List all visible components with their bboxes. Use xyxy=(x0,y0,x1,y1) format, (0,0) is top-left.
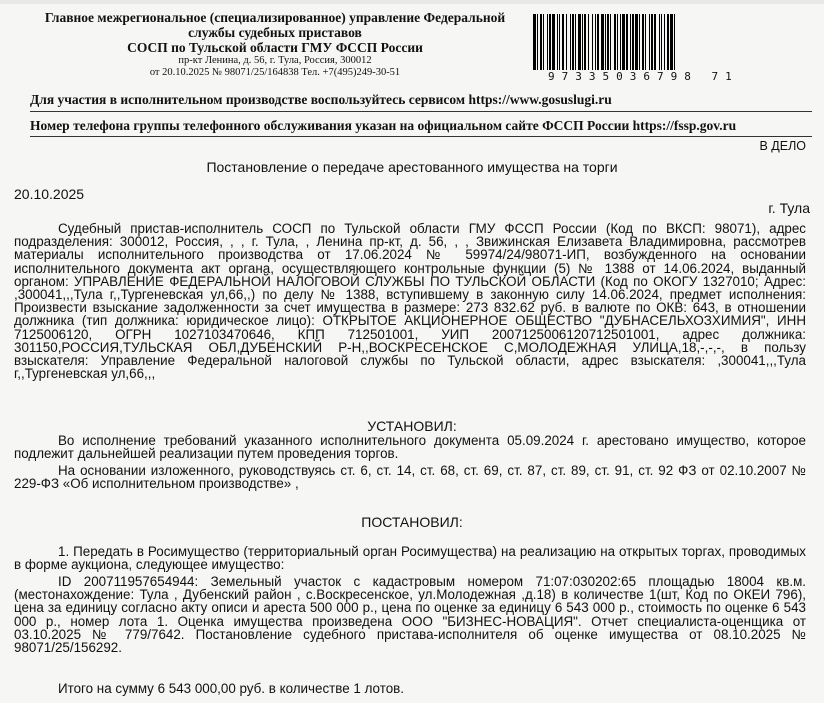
total-summary: Итого на сумму 6 543 000,00 руб. в количестве 1 лотов. xyxy=(58,681,404,696)
heading-resolved: ПОСТАНОВИЛ: xyxy=(361,514,463,530)
barcode-image xyxy=(533,14,809,70)
heading-established: УСТАНОВИЛ: xyxy=(367,418,457,434)
scan-edge xyxy=(0,0,824,4)
issuer-ref: от 20.10.2025 № 98071/25/164838 Тел. +7(495)249-30-51 xyxy=(149,66,401,78)
divider xyxy=(30,136,812,137)
divider xyxy=(30,111,812,112)
phone-notice: Номер телефона группы телефонного обслуживания указан на официальном сайте ФССП России https://fssp.gov.ru xyxy=(30,118,737,133)
issuer-line-1: Главное межрегиональное (специализированное) управление Федеральной xyxy=(44,10,506,25)
document-title: Постановление о передаче арестованного имущества на торги xyxy=(206,159,618,175)
document-date: 20.10.2025 xyxy=(14,186,85,202)
document-city: г. Тула xyxy=(768,200,810,216)
issuer-address: пр-кт Ленина, д. 56, г. Тула, Россия, 300012 xyxy=(178,55,372,66)
issuer-line-3: СОСП по Тульской области ГМУ ФССП России xyxy=(127,40,423,55)
paragraph-legal-basis: На основании изложенного, руководствуясь ст. 6, ст. 14, ст. 68, ст. 69, ст. 87, ст. 89, ст. 91, ст. 92 ФЗ от 02.10.2007 № 229-ФЗ «Об исполнительном производстве» , xyxy=(14,463,806,492)
paragraph-intro: Судебный пристав-исполнитель СОСП по Тульской области ГМУ ФССП России (Код по ВКСП: 98071), адрес подразделения: 300012, Россия, , , г. Тула, , Ленина пр-кт, д. 56, , , Звижинская Елизавета Владимировна, рассмотрев материалы исполнительного производства от 17.06.2024 № 59974/24/98071-ИП, возбужденного на основании исполнительного документа акт органа, осуществляющего контрольные функции (5) № 1388 от 14.06.2024, выданный органом: УПРАВЛЕНИЕ ФЕДЕРАЛЬНОЙ НАЛОГОВОЙ СЛУЖБЫ ПО ТУЛЬСКОЙ ОБЛАСТИ (Код по ОКОГУ 1327010; Адрес: ,300041,,,Тула г,,Тургеневская ул,66,,) по делу № 1388, вступившему в законную силу 14.06.2024, предмет исполнения: Произвести взыскание задолженности за счет имущества в размере: 273 832.62 руб. в валюте по ОКВ: 643, в отношении должника (тип должника: юридическое лицо): ОТКРЫТОЕ АКЦИОНЕРНОЕ ОБЩЕСТВО "ДУБНАСЕЛЬХОЗХИМИЯ", ИНН 7125006120, ОГРН 1027103470646, КПП 712501001, УИП 2007125006120712501001, адрес должника: 301150,РОССИЯ,ТУЛЬСКАЯ ОБЛ,ДУБЕНСКИЙ Р-Н,,ВОСКРЕСЕНСКОЕ С,МОЛОДЕЖНАЯ УЛИЦА,18,-,-,-, в пользу взыскателя: Управление Федеральной налоговой службы по Тульской области, адрес взыскателя: ,300041,,,Тула г,,Тургеневская ул,66,,, xyxy=(14,221,806,382)
gosuslugi-notice: Для участия в исполнительном производстве воспользуйтесь сервисом https://www.gosuslugi.ru xyxy=(30,92,612,107)
issuer-header xyxy=(30,10,520,78)
paragraph-property-item: ID 200711957654944: Земельный участок с кадастровым номером 71:07:030202:65 площадью 18004 кв.м. (местонахождение: Тула , Дубенский район , с.Воскресенское, ул.Молодежная ,д.18) в количестве 1(шт, Код по ОКЕИ 796), цена за единицу согласно акту описи и ареста 500 000 р., цена по оценке за единицу 6 543 000 р., стоимость по оценке 6 543 000 р., номер лота 1. Оценка имущества произведена ООО "БИЗНЕС-НОВАЦИЯ". Отчет специалиста-оценщика от 03.10.2025 № 779/7642. Постановление судебного пристава-исполнителя об оценке имущества от 08.10.2025 № 98071/25/156292. xyxy=(14,574,806,656)
issuer-line-2: службы судебных приставов xyxy=(188,25,362,40)
paragraph-arrest: Во исполнение требований указанного исполнительного документа 05.09.2024 г. арестовано имущество, которое подлежит дальнейшей реализации путем проведения торгов. xyxy=(14,433,806,462)
in-delo-mark: В ДЕЛО xyxy=(759,139,806,153)
paragraph-transfer: 1. Передать в Росимущество (территориальный орган Росимущества) на реализацию на открытых торгах, проводимых в форме аукциона, следующее имущество: xyxy=(14,544,806,573)
barcode-number: 97335036798 71 xyxy=(548,70,739,83)
